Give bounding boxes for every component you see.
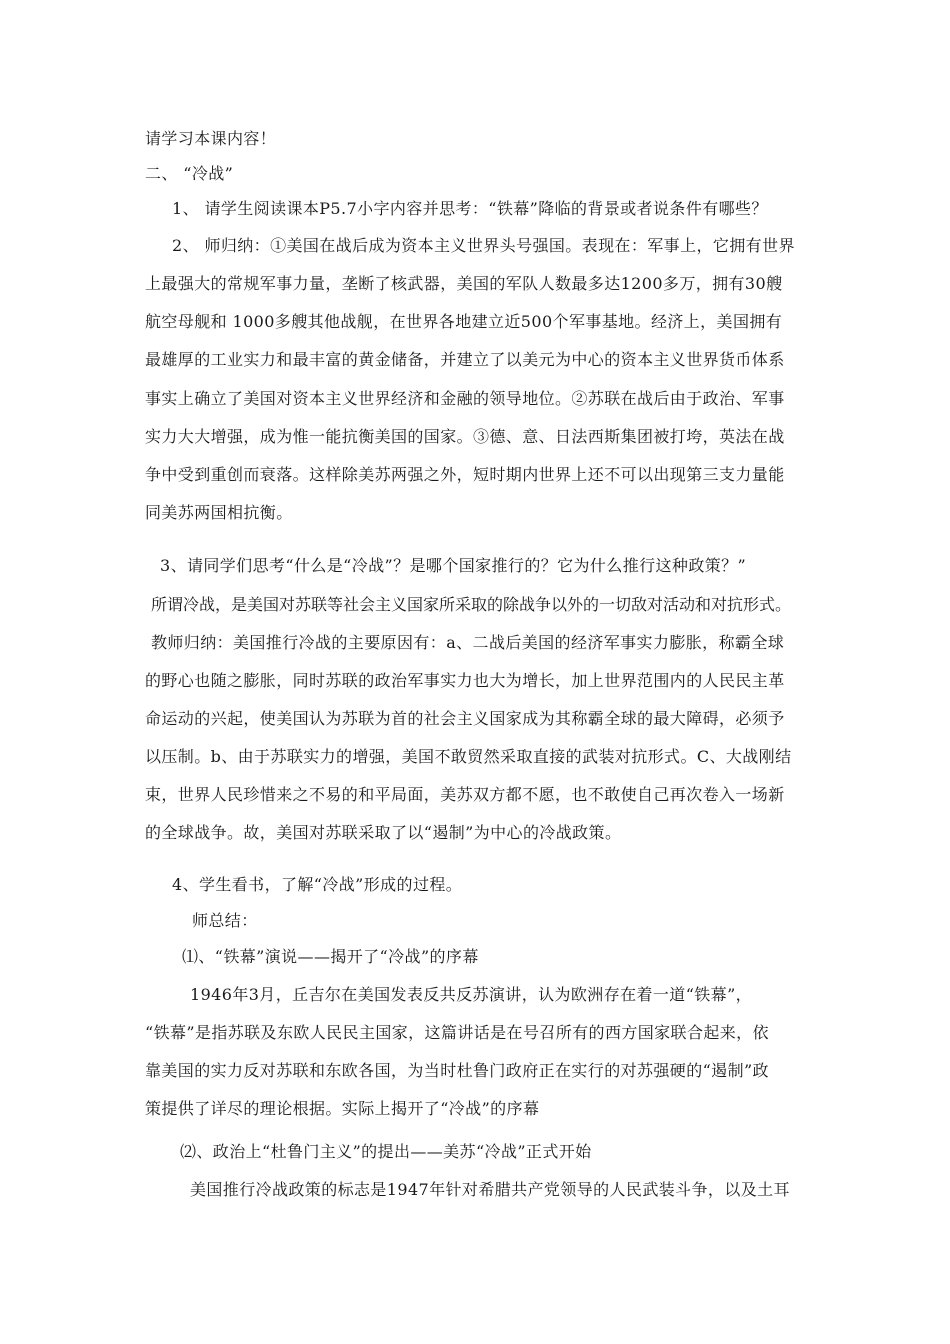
text-line: 实力大大增强，成为惟一能抗衡美国的国家。③德、意、日法西斯集团被打垮，英法在战	[145, 427, 785, 446]
text-line: 4、学生看书，了解“冷战”形成的过程。	[172, 875, 463, 894]
text-line: 1、 请学生阅读课本P5.7小字内容并思考：“铁幕”降临的背景或者说条件有哪些？	[172, 199, 768, 218]
text-line: 的野心也随之膨胀，同时苏联的政治军事实力也大为增长，加上世界范围内的人民民主革	[145, 671, 785, 690]
text-line: 策提供了详尽的理论根据。实际上揭开了“冷战”的序幕	[145, 1099, 540, 1118]
text-line: 束，世界人民珍惜来之不易的和平局面，美苏双方都不愿，也不敢使自己再次卷入一场新	[145, 785, 785, 804]
text-line: 以压制。b、由于苏联实力的增强，美国不敢贸然采取直接的武装对抗形式。C、大战刚结	[145, 747, 792, 766]
text-line: 最雄厚的工业实力和最丰富的黄金储备，并建立了以美元为中心的资本主义世界货币体系	[145, 350, 785, 369]
text-line: 靠美国的实力反对苏联和东欧各国，为当时杜鲁门政府正在实行的对苏强硬的“遏制”政	[145, 1061, 769, 1080]
text-line: 1946年3月，丘吉尔在美国发表反共反苏演讲，认为欧洲存在着一道“铁幕”，	[190, 985, 753, 1004]
text-line: 教师归纳：美国推行冷战的主要原因有：a、二战后美国的经济军事实力膨胀，称霸全球	[151, 633, 785, 652]
text-line: 2、 师归纳：①美国在战后成为资本主义世界头号强国。表现在：军事上，它拥有世界	[172, 236, 795, 255]
text-line: 3、请同学们思考“什么是“冷战”？是哪个国家推行的？它为什么推行这种政策？”	[160, 556, 747, 575]
text-line: 美国推行冷战政策的标志是1947年针对希腊共产党领导的人民武装斗争，以及土耳	[190, 1180, 790, 1199]
text-line: 的全球战争。故，美国对苏联采取了以“遏制”为中心的冷战政策。	[145, 823, 622, 842]
text-line: 所谓冷战，是美国对苏联等社会主义国家所采取的除战争以外的一切敌对活动和对抗形式。	[151, 595, 792, 614]
subheading: ⑵、政治上“杜鲁门主义”的提出——美苏“冷战”正式开始	[180, 1142, 592, 1161]
text-line: “铁幕”是指苏联及东欧人民民主国家，这篇讲话是在号召所有的西方国家联合起来，依	[145, 1023, 769, 1042]
text-line: 争中受到重创而衰落。这样除美苏两强之外，短时期内世界上还不可以出现第三支力量能	[145, 465, 785, 484]
text-line: 命运动的兴起，使美国认为苏联为首的社会主义国家成为其称霸全球的最大障碍，必须予	[145, 709, 785, 728]
text-line: 航空母舰和 1000多艘其他战舰，在世界各地建立近500个军事基地。经济上，美国拥有	[145, 312, 783, 331]
text-line: 请学习本课内容！	[145, 129, 277, 148]
text-line: 事实上确立了美国对资本主义世界经济和金融的领导地位。②苏联在战后由于政治、军事	[145, 389, 785, 408]
text-line: 师总结：	[192, 911, 258, 930]
subheading: ⑴、“铁幕”演说——揭开了“冷战”的序幕	[182, 947, 479, 966]
section-heading: 二、 “冷战”	[145, 164, 234, 183]
text-line: 同美苏两国相抗衡。	[145, 503, 293, 522]
text-line: 上最强大的常规军事力量，垄断了核武器，美国的军队人数最多达1200多万，拥有30艘	[145, 274, 783, 293]
